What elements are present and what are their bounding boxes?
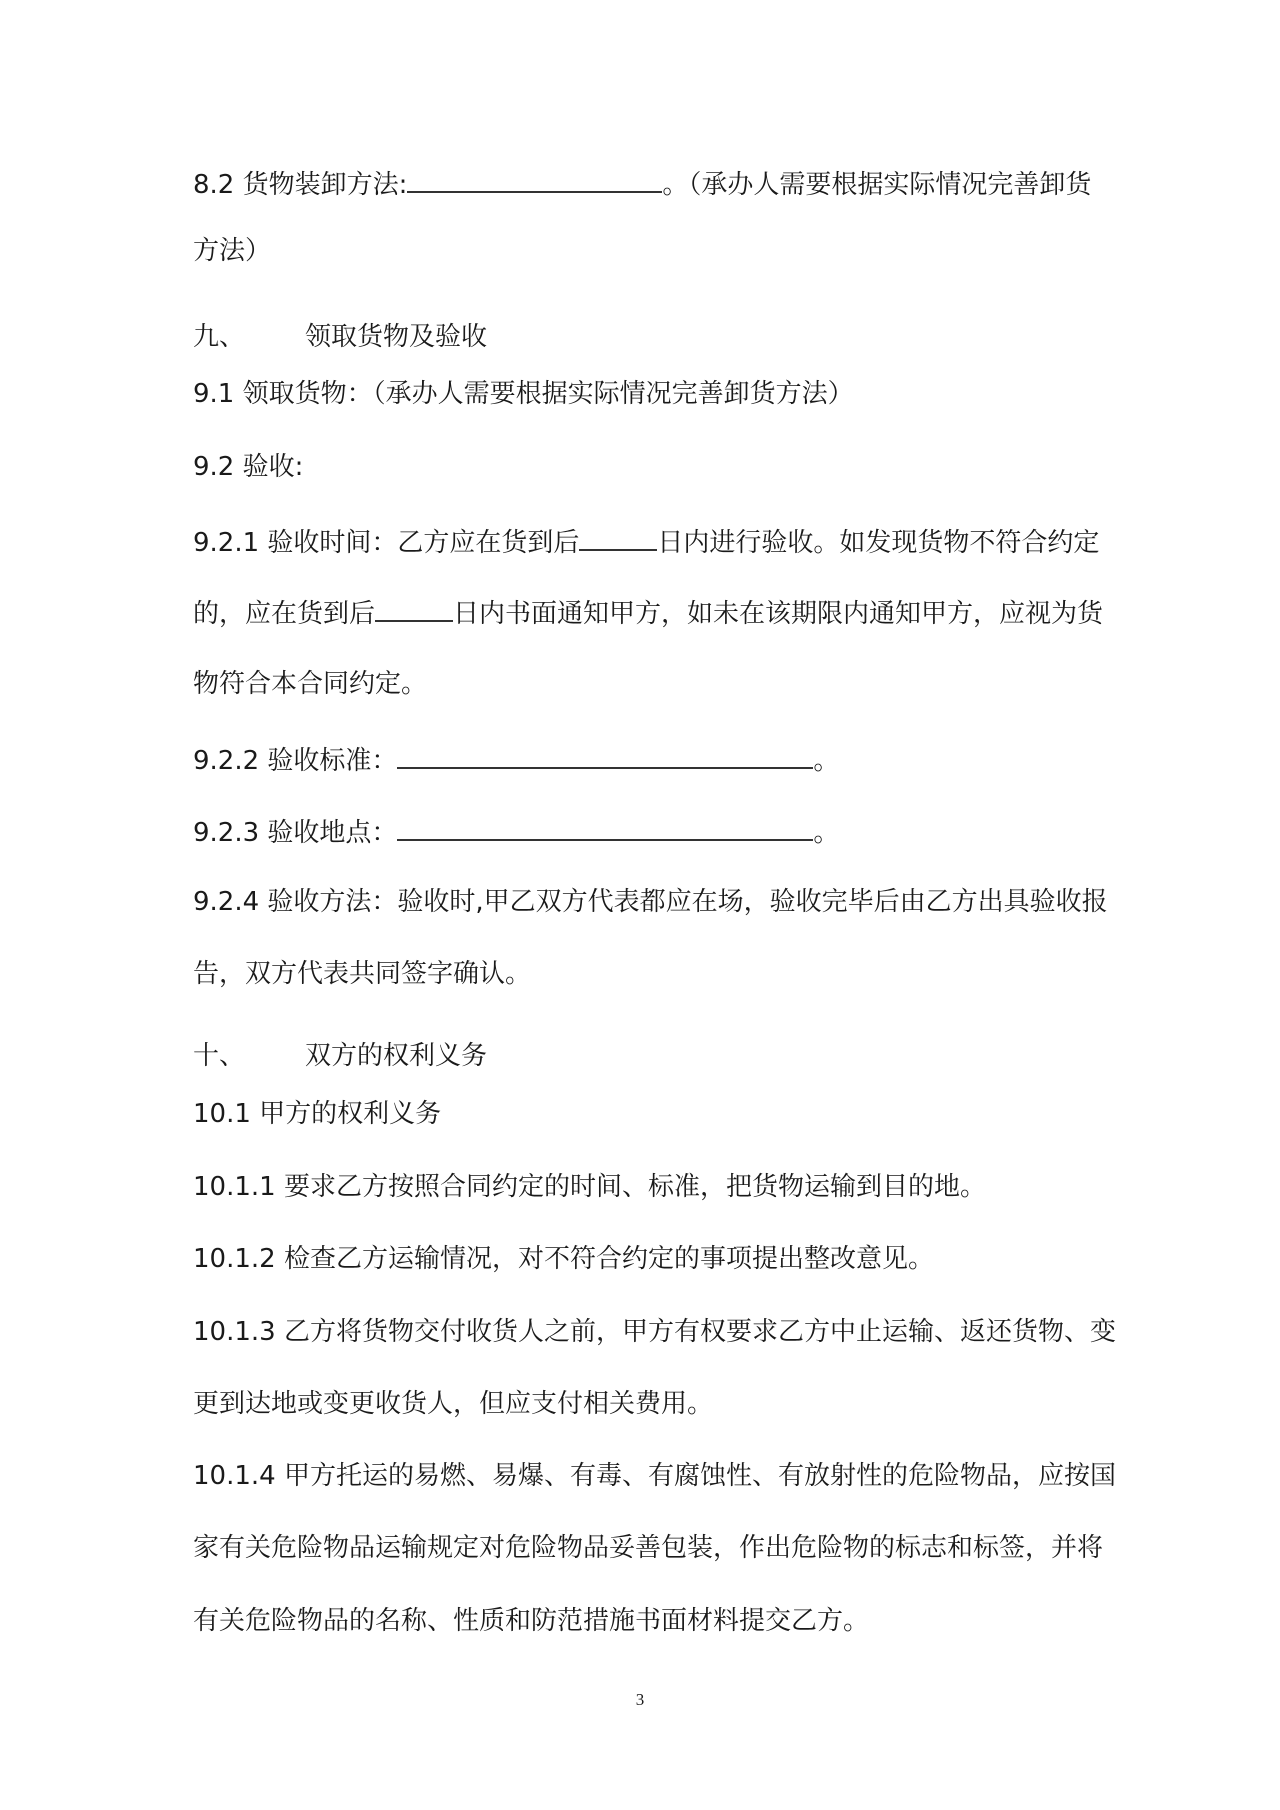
clause-10-1: 10.1 甲方的权利义务 bbox=[193, 1099, 442, 1129]
clause-10-1-1: 10.1.1 要求乙方按照合同约定的时间、标准，把货物运输到目的地。 bbox=[193, 1172, 986, 1202]
text: 日内进行验收。如发现货物不符合约定 bbox=[657, 528, 1100, 558]
fill-blank bbox=[397, 813, 813, 841]
text: 9.2.3 验收地点： bbox=[193, 818, 398, 848]
fill-blank bbox=[579, 523, 657, 551]
text: 。 bbox=[813, 818, 840, 848]
clause-9-2: 9.2 验收: bbox=[193, 452, 304, 482]
clause-10-1-4: 10.1.4 甲方托运的易燃、易爆、有毒、有腐蚀性、有放射性的危险物品，应按国 bbox=[193, 1461, 1116, 1491]
fill-blank bbox=[407, 165, 662, 193]
text: 9.2.2 验收标准： bbox=[193, 746, 398, 776]
fill-blank bbox=[375, 594, 453, 622]
heading-number: 十、 bbox=[193, 1041, 246, 1071]
clause-10-1-2: 10.1.2 检查乙方运输情况，对不符合约定的事项提出整改意见。 bbox=[193, 1244, 934, 1274]
fill-blank bbox=[397, 741, 813, 769]
text: 8.2 货物装卸方法: bbox=[193, 170, 408, 200]
clause-9-2-2 bbox=[193, 741, 1093, 778]
clause-9-1: 9.1 领取货物：（承办人需要根据实际情况完善卸货方法） bbox=[193, 379, 854, 409]
clause-9-2-4-cont: 告，双方代表共同签字确认。 bbox=[193, 959, 532, 989]
section-heading-9 bbox=[193, 320, 1093, 354]
clause-9-2-1-cont bbox=[193, 594, 1104, 631]
heading-title: 领取货物及验收 bbox=[305, 322, 488, 352]
section-heading-10 bbox=[193, 1039, 1093, 1073]
text: 。（承办人需要根据实际情况完善卸货 bbox=[662, 170, 1092, 200]
heading-title: 双方的权利义务 bbox=[305, 1041, 488, 1071]
clause-9-2-4: 9.2.4 验收方法：验收时,甲乙双方代表都应在场，验收完毕后由乙方出具验收报 bbox=[193, 887, 1108, 917]
text: 的，应在货到后 bbox=[193, 599, 376, 629]
text: 9.2.1 验收时间：乙方应在货到后 bbox=[193, 528, 580, 558]
clause-10-1-3-cont: 更到达地或变更收货人，但应支付相关费用。 bbox=[193, 1389, 714, 1419]
clause-9-2-3 bbox=[193, 813, 1093, 850]
page-number: 3 bbox=[635, 1690, 645, 1709]
clause-8-2 bbox=[193, 165, 1093, 202]
text: 日内书面通知甲方，如未在该期限内通知甲方，应视为货 bbox=[453, 599, 1104, 629]
clause-9-2-1 bbox=[193, 523, 1100, 560]
text: 。 bbox=[813, 746, 840, 776]
heading-number: 九、 bbox=[193, 322, 246, 352]
clause-10-1-4-cont: 家有关危险物品运输规定对危险物品妥善包装，作出危险物的标志和标签，并将 bbox=[193, 1533, 1104, 1563]
clause-8-2-cont: 方法） bbox=[193, 236, 272, 266]
clause-9-2-1-cont2: 物符合本合同约定。 bbox=[193, 669, 428, 699]
clause-10-1-3: 10.1.3 乙方将货物交付收货人之前，甲方有权要求乙方中止运输、返还货物、变 bbox=[193, 1317, 1116, 1347]
clause-10-1-4-cont2: 有关危险物品的名称、性质和防范措施书面材料提交乙方。 bbox=[193, 1606, 870, 1636]
